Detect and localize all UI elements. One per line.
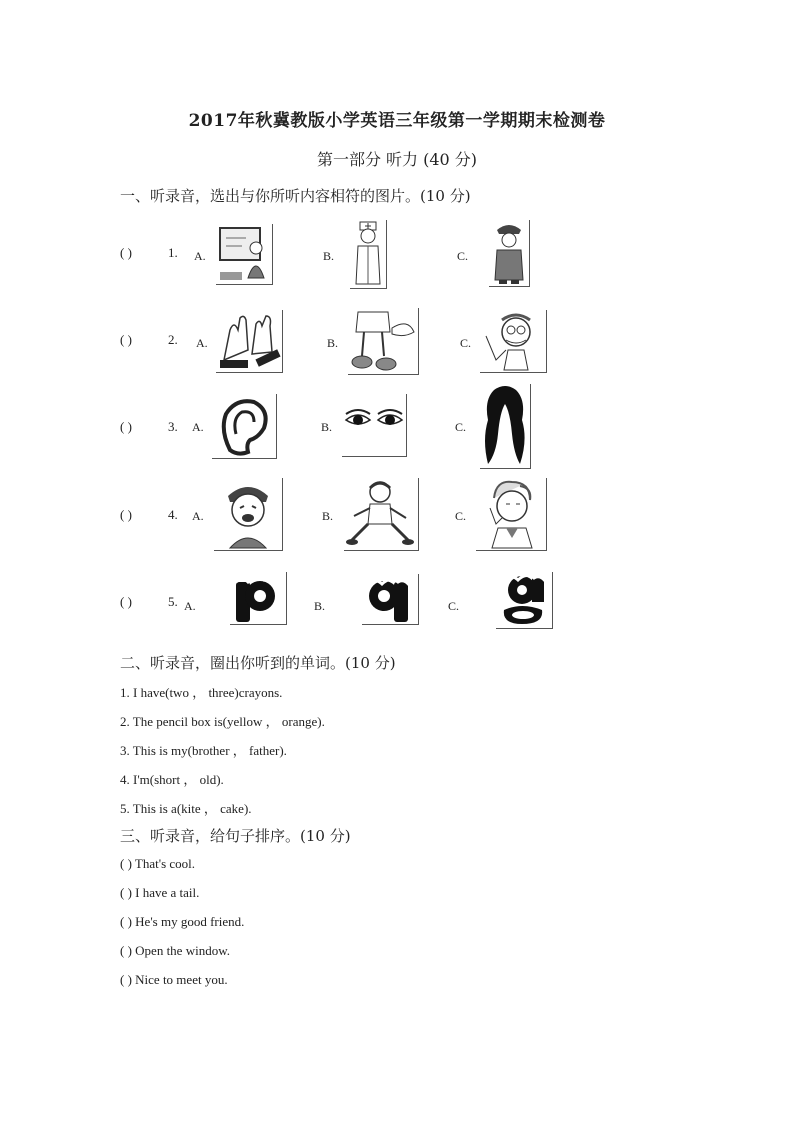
option-label: B. (322, 509, 334, 523)
eyes-icon[interactable] (342, 394, 407, 457)
crying-child-icon[interactable] (214, 478, 283, 551)
answer-blank[interactable]: ( ) (120, 245, 132, 260)
police-officer-icon[interactable] (489, 220, 530, 287)
letter-p-icon[interactable] (230, 572, 287, 625)
list-item[interactable]: ( ) Nice to meet you. (120, 972, 228, 987)
doctor-icon[interactable] (350, 220, 387, 289)
list-item[interactable]: ( ) Open the window. (120, 943, 230, 958)
option-label: B. (327, 336, 339, 350)
option-label: C. (460, 336, 472, 350)
sitting-boy-icon[interactable] (344, 478, 419, 551)
option-label: B. (314, 599, 326, 613)
list-item: 4. I'm(short ， old). (120, 772, 224, 787)
list-item[interactable]: ( ) He's my good friend. (120, 914, 245, 929)
letter-q-icon[interactable] (362, 574, 419, 625)
teacher-icon[interactable] (216, 224, 273, 285)
listening-boy-icon[interactable] (476, 478, 547, 551)
waving-boy-icon[interactable] (480, 310, 547, 373)
option-label: A. (194, 249, 206, 263)
answer-blank[interactable]: ( ) (120, 332, 132, 347)
list-item: 1. I have(two ， three)crayons. (120, 685, 283, 700)
question-number: 1. (168, 245, 178, 260)
list-item[interactable]: ( ) That's cool. (120, 856, 196, 871)
ear-icon[interactable] (212, 394, 277, 459)
option-label: B. (323, 249, 335, 263)
section3-heading: 三、听录音，给句子排序。(10 分) (120, 827, 351, 845)
option-label: C. (448, 599, 460, 613)
list-item[interactable]: ( ) I have a tail. (120, 885, 200, 900)
legs-feet-icon[interactable] (348, 308, 419, 375)
part-heading: 第一部分 听力 (40 分) (316, 150, 478, 169)
answer-blank[interactable]: ( ) (120, 507, 132, 522)
list-item: 2. The pencil box is(yellow ， orange). (120, 714, 325, 729)
page-title: 2017年秋冀教版小学英语三年级第一学期期末检测卷 (188, 111, 606, 131)
option-label: B. (321, 420, 333, 434)
list-item: 5. This is a(kite ， cake). (120, 801, 252, 816)
option-label: A. (192, 420, 204, 434)
question-number: 4. (168, 507, 178, 522)
question-number: 3. (168, 419, 178, 434)
hair-icon[interactable] (480, 384, 531, 469)
option-label: C. (455, 420, 467, 434)
letter-g-icon[interactable] (496, 572, 553, 629)
option-label: A. (184, 599, 196, 613)
answer-blank[interactable]: ( ) (120, 594, 132, 609)
option-label: A. (192, 509, 204, 523)
question-number: 5. (168, 594, 178, 609)
option-label: A. (196, 336, 208, 350)
option-label: C. (457, 249, 469, 263)
clapping-hands-icon[interactable] (216, 310, 283, 373)
question-number: 2. (168, 332, 178, 347)
list-item: 3. This is my(brother ， father). (120, 743, 287, 758)
section2-heading: 二、听录音，圈出你听到的单词。(10 分) (120, 654, 396, 672)
option-label: C. (455, 509, 467, 523)
section1-heading: 一、听录音，选出与你所听内容相符的图片。(10 分) (120, 187, 471, 205)
answer-blank[interactable]: ( ) (120, 419, 132, 434)
